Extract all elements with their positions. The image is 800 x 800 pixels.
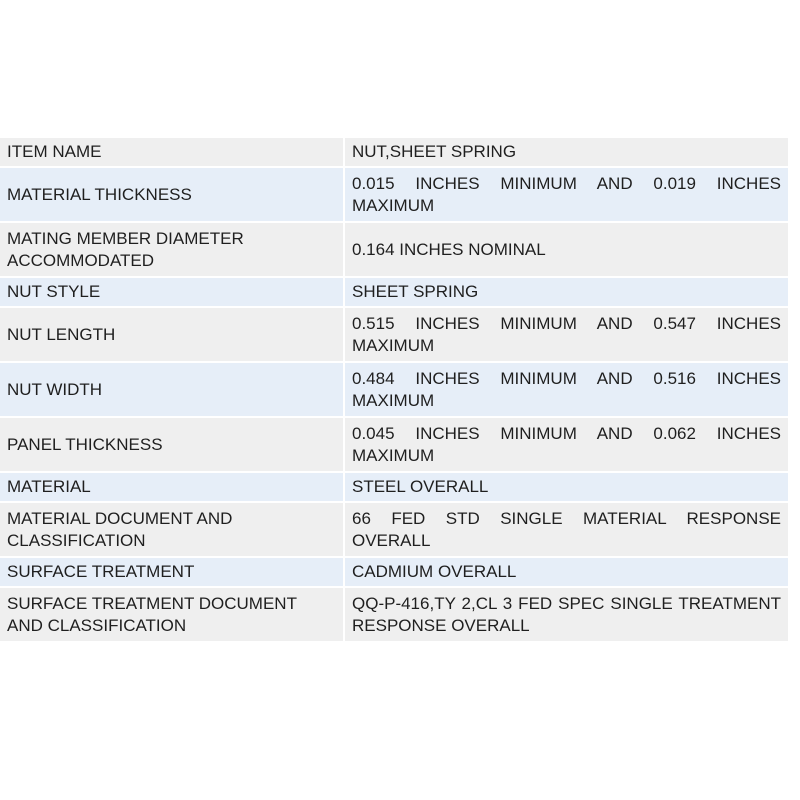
- table-row: [0, 503, 788, 556]
- table-row: [0, 138, 788, 166]
- attribute-name: SURFACE TREATMENT: [0, 558, 345, 586]
- attribute-name: MATERIAL DOCUMENT AND CLASSIFICATION: [0, 503, 345, 556]
- attribute-value: SHEET SPRING: [345, 278, 788, 306]
- attribute-value: NUT,SHEET SPRING: [345, 138, 788, 166]
- attribute-name: NUT STYLE: [0, 278, 345, 306]
- attribute-value: 0.515 INCHES MINIMUM AND 0.547 INCHES MAXIMUM: [345, 308, 788, 361]
- specification-table: [0, 136, 788, 643]
- attribute-value: 0.164 INCHES NOMINAL: [345, 223, 788, 276]
- attribute-name: MATERIAL THICKNESS: [0, 168, 345, 221]
- attribute-value: QQ-P-416,TY 2,CL 3 FED SPEC SINGLE TREATMENT RESPONSE OVERALL: [345, 588, 788, 641]
- attribute-name: ITEM NAME: [0, 138, 345, 166]
- attribute-name: PANEL THICKNESS: [0, 418, 345, 471]
- table-row: [0, 558, 788, 586]
- attribute-name: MATERIAL: [0, 473, 345, 501]
- table-row: [0, 168, 788, 221]
- attribute-name: NUT LENGTH: [0, 308, 345, 361]
- attribute-name: MATING MEMBER DIAMETER ACCOMMODATED: [0, 223, 345, 276]
- attribute-name: NUT WIDTH: [0, 363, 345, 416]
- attribute-name: SURFACE TREATMENT DOCUMENT AND CLASSIFICATION: [0, 588, 345, 641]
- attribute-value: CADMIUM OVERALL: [345, 558, 788, 586]
- attribute-value: 0.045 INCHES MINIMUM AND 0.062 INCHES MAXIMUM: [345, 418, 788, 471]
- attribute-value: STEEL OVERALL: [345, 473, 788, 501]
- attribute-value: 0.484 INCHES MINIMUM AND 0.516 INCHES MAXIMUM: [345, 363, 788, 416]
- table-row: [0, 363, 788, 416]
- table-row: [0, 588, 788, 641]
- table-row: [0, 223, 788, 276]
- table-row: [0, 308, 788, 361]
- attribute-value: 66 FED STD SINGLE MATERIAL RESPONSE OVERALL: [345, 503, 788, 556]
- attribute-value: 0.015 INCHES MINIMUM AND 0.019 INCHES MAXIMUM: [345, 168, 788, 221]
- table-row: [0, 418, 788, 471]
- table-row: [0, 473, 788, 501]
- table-row: [0, 278, 788, 306]
